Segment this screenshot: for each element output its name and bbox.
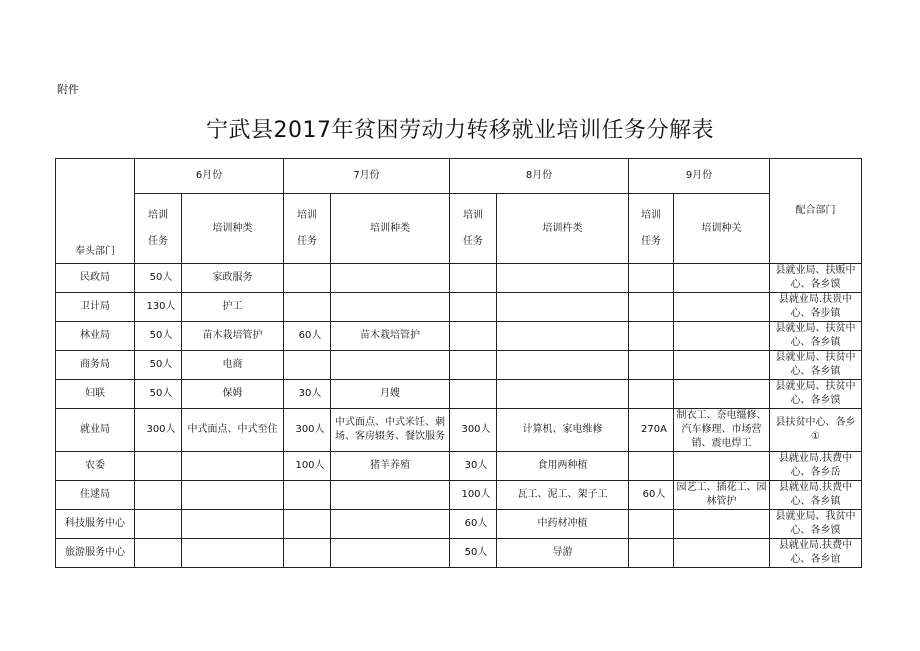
type-cell: 苗木栽培管护 <box>331 322 450 351</box>
type-cell <box>674 322 770 351</box>
header-month-jun: 6月份 <box>135 159 284 194</box>
count-cell: 130人 <box>135 293 182 322</box>
dept-cell: 就业局 <box>56 409 135 452</box>
type-cell: 食用两种植 <box>497 452 629 481</box>
partner-cell: 县就业局.扶费中心、各乡镇 <box>770 481 862 510</box>
type-cell: 制衣工、奈电缰修、汽车修理、市场营销、震电焊工 <box>674 409 770 452</box>
header-count-jun <box>135 194 182 264</box>
dept-cell: 科技服务中心 <box>56 510 135 539</box>
partner-cell: 县就业局、扶贩中心、各乡馍 <box>770 264 862 293</box>
count-cell: 50人 <box>450 539 497 568</box>
count-cell: 100人 <box>284 452 331 481</box>
table-row <box>56 481 862 510</box>
type-cell <box>331 351 450 380</box>
type-cell: 导游 <box>497 539 629 568</box>
type-cell <box>331 510 450 539</box>
type-cell <box>674 380 770 409</box>
partner-cell: 县就业局、我贫中心、各乡馍 <box>770 510 862 539</box>
header-lead-dept: 奉头部门 <box>56 159 135 264</box>
header-month-jul: 7月份 <box>284 159 450 194</box>
type-cell <box>674 351 770 380</box>
count-cell <box>284 351 331 380</box>
partner-cell: 县就业局、扶贫中心、各乡镇 <box>770 322 862 351</box>
table-row <box>56 293 862 322</box>
type-cell <box>497 264 629 293</box>
type-cell: 计算机、家电维修 <box>497 409 629 452</box>
count-cell <box>284 264 331 293</box>
count-cell <box>135 539 182 568</box>
dept-cell: 妇联 <box>56 380 135 409</box>
type-cell <box>331 539 450 568</box>
type-cell: 月嫂 <box>331 380 450 409</box>
dept-cell: 住逑局 <box>56 481 135 510</box>
dept-cell: 卫计局 <box>56 293 135 322</box>
partner-cell: 县就业局.扶贵中心、各步镇 <box>770 293 862 322</box>
header-row-months <box>56 159 862 194</box>
type-cell: 保姆 <box>182 380 284 409</box>
count-cell <box>450 351 497 380</box>
table-row <box>56 539 862 568</box>
count-cell: 300人 <box>284 409 331 452</box>
dept-cell: 民政局 <box>56 264 135 293</box>
type-cell <box>331 293 450 322</box>
table-row <box>56 380 862 409</box>
dept-cell: 旅游服务中心 <box>56 539 135 568</box>
header-count-bottom: 任务 <box>463 235 483 247</box>
table-row <box>56 452 862 481</box>
header-row-sub <box>56 194 862 264</box>
count-cell: 100人 <box>450 481 497 510</box>
type-cell <box>674 539 770 568</box>
type-cell <box>497 380 629 409</box>
header-count-jul <box>284 194 331 264</box>
header-type-aug: 培训杵类 <box>497 194 629 264</box>
count-cell: 60人 <box>284 322 331 351</box>
type-cell <box>182 452 284 481</box>
type-cell <box>674 264 770 293</box>
count-cell <box>629 539 674 568</box>
dept-cell: 农委 <box>56 452 135 481</box>
count-cell <box>629 452 674 481</box>
header-type-sep: 培训种关 <box>674 194 770 264</box>
count-cell: 270A <box>629 409 674 452</box>
count-cell: 30人 <box>450 452 497 481</box>
table-row <box>56 264 862 293</box>
attachment-label: 附件 <box>57 83 79 96</box>
document-title: 宁武县2017年贫困劳动力转移就业培训任务分解表 <box>206 118 714 143</box>
header-partner: 配合部门 <box>770 159 862 264</box>
count-cell <box>629 264 674 293</box>
count-cell <box>284 539 331 568</box>
count-cell <box>284 510 331 539</box>
type-cell: 中式面点、中式至住 <box>182 409 284 452</box>
count-cell <box>629 322 674 351</box>
count-cell <box>284 481 331 510</box>
type-cell <box>497 322 629 351</box>
dept-cell: 林业局 <box>56 322 135 351</box>
type-cell <box>182 481 284 510</box>
count-cell: 50人 <box>135 380 182 409</box>
header-count-bottom: 任务 <box>297 235 317 247</box>
count-cell <box>450 322 497 351</box>
dept-cell: 商务局 <box>56 351 135 380</box>
header-count-top: 培训 <box>463 209 483 221</box>
header-type-jul: 培训种类 <box>331 194 450 264</box>
header-count-bottom: 任务 <box>641 235 661 247</box>
count-cell <box>629 380 674 409</box>
count-cell <box>629 293 674 322</box>
header-count-top: 培训 <box>297 209 317 221</box>
count-cell: 50人 <box>135 264 182 293</box>
type-cell: 电商 <box>182 351 284 380</box>
partner-cell: 县扶贫中心、各乡① <box>770 409 862 452</box>
type-cell: 中药材冲植 <box>497 510 629 539</box>
count-cell: 30人 <box>284 380 331 409</box>
type-cell <box>674 452 770 481</box>
count-cell <box>284 293 331 322</box>
partner-cell: 县就业局.扶费中心、各乡谊 <box>770 539 862 568</box>
count-cell: 50人 <box>135 322 182 351</box>
type-cell: 瓦工、泥工、架子工 <box>497 481 629 510</box>
partner-cell: 县就业局、扶贫中心、各乡镇 <box>770 351 862 380</box>
table-row <box>56 351 862 380</box>
header-count-bottom: 任务 <box>148 235 168 247</box>
header-count-top: 培训 <box>148 209 168 221</box>
table-row <box>56 409 862 452</box>
header-count-sep <box>629 194 674 264</box>
count-cell: 60人 <box>450 510 497 539</box>
count-cell <box>450 264 497 293</box>
count-cell <box>629 351 674 380</box>
count-cell <box>135 481 182 510</box>
partner-cell: 县就业局.扶费中心、各乡岳 <box>770 452 862 481</box>
type-cell <box>497 351 629 380</box>
count-cell: 300人 <box>135 409 182 452</box>
type-cell: 园艺工、插花工、园林管护 <box>674 481 770 510</box>
partner-cell: 县就业局、扶贫中心、各乡馍 <box>770 380 862 409</box>
count-cell <box>629 510 674 539</box>
count-cell <box>135 510 182 539</box>
type-cell <box>497 293 629 322</box>
type-cell <box>182 539 284 568</box>
type-cell: 中式面点、中式米饪、刺场、客房辍务、餐饮服务 <box>331 409 450 452</box>
type-cell <box>331 481 450 510</box>
count-cell: 300人 <box>450 409 497 452</box>
type-cell <box>674 293 770 322</box>
type-cell <box>182 510 284 539</box>
type-cell <box>331 264 450 293</box>
task-table <box>55 158 862 568</box>
table-row <box>56 510 862 539</box>
header-month-aug: 8月份 <box>450 159 629 194</box>
type-cell: 苗木栽培管护 <box>182 322 284 351</box>
header-type-jun: 培训种类 <box>182 194 284 264</box>
header-count-top: 培训 <box>641 209 661 221</box>
count-cell <box>450 380 497 409</box>
type-cell: 猪羊养殖 <box>331 452 450 481</box>
header-month-sep: 9月份 <box>629 159 770 194</box>
table-row <box>56 322 862 351</box>
count-cell <box>450 293 497 322</box>
count-cell: 60人 <box>629 481 674 510</box>
type-cell: 家政服务 <box>182 264 284 293</box>
type-cell <box>674 510 770 539</box>
header-count-aug <box>450 194 497 264</box>
type-cell: 护工 <box>182 293 284 322</box>
count-cell <box>135 452 182 481</box>
count-cell: 50人 <box>135 351 182 380</box>
